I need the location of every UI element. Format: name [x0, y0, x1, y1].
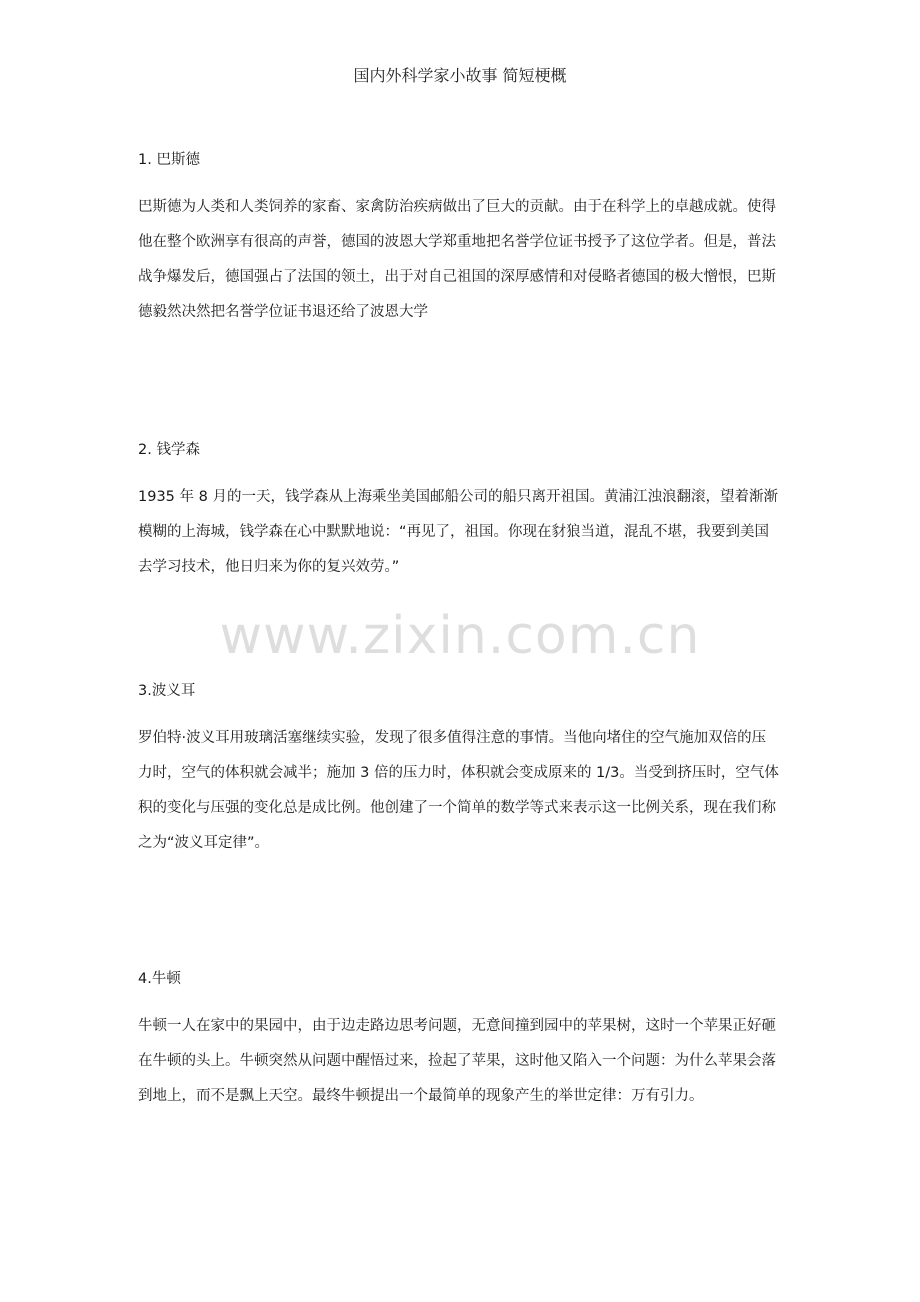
section-heading: 4.牛顿	[138, 971, 181, 987]
body-line: 模糊的上海城，钱学森在心中默默地说：“再见了，祖国。你现在豺狼当道，混乱不堪，我要到美国	[138, 524, 770, 540]
body-line: 积的变化与压强的变化总是成比例。他创建了一个简单的数学等式来表示这一比例关系，现在我们称	[138, 800, 776, 816]
section-body	[138, 190, 788, 330]
section-heading: 2. 钱学森	[138, 442, 200, 458]
section-body	[138, 721, 788, 861]
body-line: 在牛顿的头上。牛顿突然从问题中醒悟过来，捡起了苹果，这时他又陷入一个问题：为什么苹果会落	[138, 1053, 776, 1069]
body-line: 德毅然决然把名誉学位证书退还给了波恩大学	[138, 304, 428, 320]
page-title: 国内外科学家小故事 简短梗概	[353, 66, 567, 85]
section-boyle	[138, 681, 788, 861]
section-qian-xuesen	[138, 440, 788, 585]
body-line: 战争爆发后，德国强占了法国的领土，出于对自己祖国的深厚感情和对侵略者德国的极大憎恨，巴斯	[138, 269, 776, 285]
body-line: 牛顿一人在家中的果园中，由于边走路边思考问题，无意间撞到园中的苹果树，这时一个苹果正好砸	[138, 1018, 776, 1034]
section-heading: 1. 巴斯德	[138, 152, 200, 168]
watermark: www.zixin.com.cn	[219, 606, 701, 666]
section-newton	[138, 969, 788, 1114]
section-pasteur	[138, 150, 788, 330]
body-line: 力时，空气的体积就会减半；施加 3 倍的压力时，体积就会变成原来的 1/3。当受到挤压时，空气体	[138, 765, 779, 781]
section-heading: 3.波义耳	[138, 683, 196, 699]
body-line: 1935 年 8 月的一天，钱学森从上海乘坐美国邮船公司的船只离开祖国。黄浦江浊浪翻滚，望着渐渐	[138, 489, 778, 505]
body-line: 之为“波义耳定律”。	[138, 835, 270, 851]
body-line: 到地上，而不是飘上天空。最终牛顿提出一个最简单的现象产生的举世定律：万有引力。	[138, 1088, 704, 1104]
body-line: 罗伯特·波义耳用玻璃活塞继续实验，发现了很多值得注意的事情。当他向堵住的空气施加双倍的压	[138, 730, 767, 746]
body-line: 巴斯德为人类和人类饲养的家畜、家禽防治疾病做出了巨大的贡献。由于在科学上的卓越成就。使得	[138, 199, 776, 215]
section-body	[138, 1009, 788, 1114]
body-line: 他在整个欧洲享有很高的声誉，德国的波恩大学郑重地把名誉学位证书授予了这位学者。但是，普法	[138, 234, 776, 250]
body-line: 去学习技术，他日归来为你的复兴效劳。”	[138, 559, 400, 575]
section-body	[138, 480, 788, 585]
